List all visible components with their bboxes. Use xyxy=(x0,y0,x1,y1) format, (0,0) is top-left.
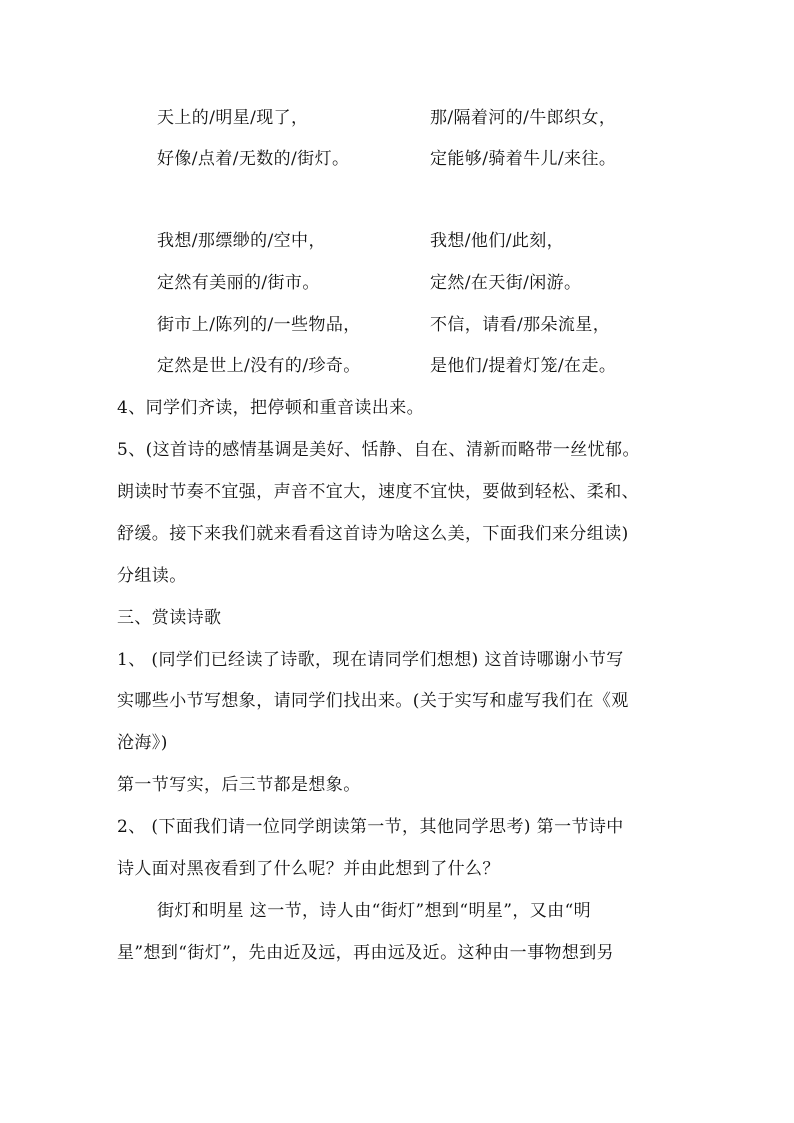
poem-line: 我想/他们/此刻， xyxy=(430,231,565,251)
poem-line: 不信，请看/那朵流星， xyxy=(430,315,611,335)
poem-line: 那/隔着河的/牛郎织女， xyxy=(430,108,617,128)
paragraph-line: 沧海》) xyxy=(117,733,168,753)
paragraph-line: 第一节写实，后三节都是想象。 xyxy=(117,775,361,795)
poem-line: 定然/在天街/闲游。 xyxy=(430,273,582,293)
poem-line: 定然有美丽的/街市。 xyxy=(157,273,320,293)
paragraph-line: 1、 (同学们已经读了诗歌，现在请同学们想想) 这首诗哪谢小节写 xyxy=(117,650,624,670)
poem-line: 是他们/提着灯笼/在走。 xyxy=(430,356,617,376)
paragraph-line: 分组读。 xyxy=(117,566,187,586)
poem-line: 定然是世上/没有的/珍奇。 xyxy=(157,356,361,376)
poem-line: 天上的/明星/现了， xyxy=(157,108,309,128)
paragraph-line: 朗读时节奏不宜强，声音不宜大，速度不宜快，要做到轻松、柔和、 xyxy=(117,482,639,502)
paragraph-line: 2、 (下面我们请一位同学朗读第一节，其他同学思考) 第一节诗中 xyxy=(117,817,624,837)
paragraph-line: 星”想到“街灯”，先由近及远，再由远及近。这种由一事物想到另 xyxy=(117,943,615,963)
paragraph-line: 5、(这首诗的感情基调是美好、恬静、自在、清新而略带一丝忧郁。 xyxy=(117,440,640,460)
section-heading: 三、赏读诗歌 xyxy=(117,608,222,628)
paragraph-line: 诗人面对黑夜看到了什么呢？并由此想到了什么？ xyxy=(117,859,500,879)
poem-line: 街市上/陈列的/一些物品， xyxy=(157,315,361,335)
paragraph-line: 街灯和明星 这一节，诗人由“街灯”想到“明星”，又由“明 xyxy=(157,901,592,921)
poem-line: 定能够/骑着牛儿/来往。 xyxy=(430,149,617,169)
poem-line: 好像/点着/无数的/街灯。 xyxy=(157,149,350,169)
poem-line: 我想/那缥缈的/空中， xyxy=(157,231,326,251)
paragraph-line: 实哪些小节写想象，请同学们找出来。(关于实写和虚写我们在《观 xyxy=(117,691,629,711)
paragraph-line: 舒缓。接下来我们就来看看这首诗为啥这么美，下面我们来分组读) xyxy=(117,524,629,544)
paragraph-line: 4、同学们齐读，把停顿和重音读出来。 xyxy=(117,398,425,418)
